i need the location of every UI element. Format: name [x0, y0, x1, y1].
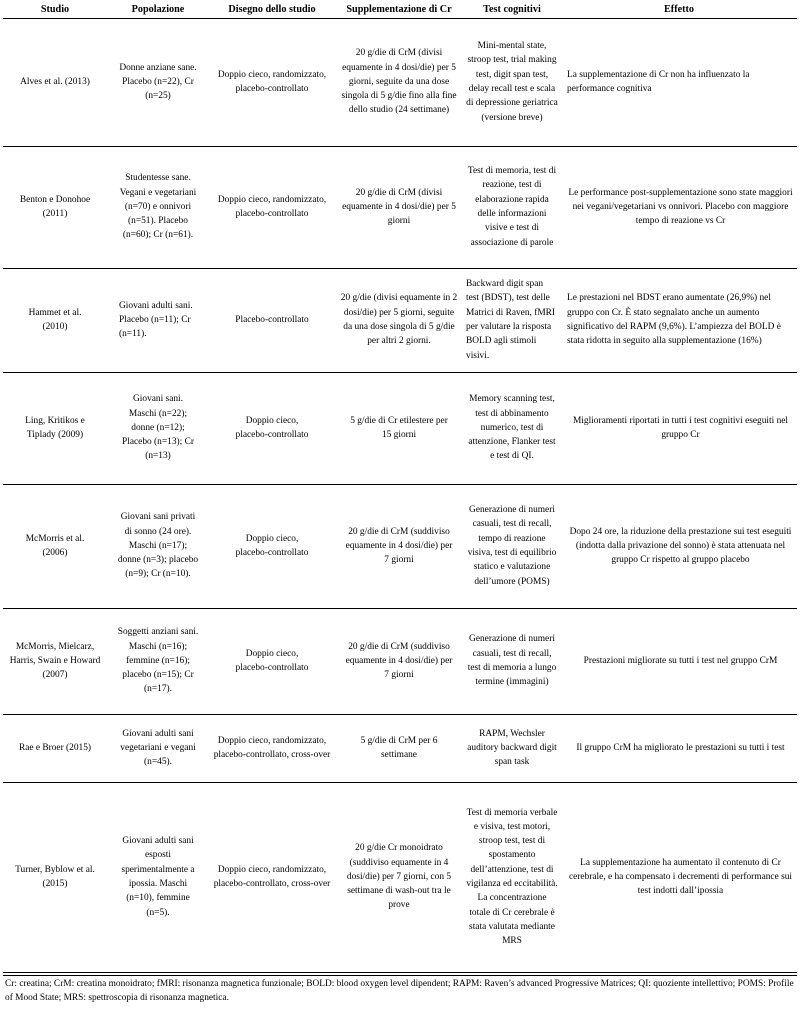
supplementation-cell: 20 g/die di CrM (divisi equamente in 4 dosi/die) per 5 giorni, seguite da una dose singola di 5 g/die fino alla fine dello studio (24 settimane): [335, 18, 463, 146]
study-cell: Turner, Byblow et al. (2015): [3, 782, 107, 972]
study-cell: McMorris, Mielcarz, Harris, Swain e Howard (2007): [3, 608, 107, 714]
cognitive-tests-cell: Generazione di numeri casuali, test di recall, test di memoria a lungo termine (immagini): [463, 608, 561, 714]
header-supplementation: Supplementazione di Cr: [335, 2, 463, 18]
effect-cell: Le performance post-supplementazione sono state maggiori nei vegani/vegetariani vs onnivori. Placebo con maggiore tempo di reazione vs Cr: [561, 146, 797, 268]
design-cell: Doppio cieco, randomizzato, placebo-controllato: [209, 18, 335, 146]
design-cell: Doppio cieco, placebo-controllato: [209, 608, 335, 714]
header-design: Disegno dello studio: [209, 2, 335, 18]
effect-cell: La supplementazione ha aumentato il contenuto di Cr cerebrale, e ha compensato i decrementi di performance sui test indotti dall’ipossia: [561, 782, 797, 972]
cognitive-tests-cell: Generazione di numeri casuali, test di recall, tempo di reazione visiva, test di equilibrio statico e valutazione dell’umore (POMS): [463, 484, 561, 608]
table-header-row: [3, 2, 797, 18]
effect-cell: Le prestazioni nel BDST erano aumentate (26,9%) nel gruppo con Cr. È stato segnalato anche un aumento significativo del RAPM (9,6%). L’ampiezza del BOLD è stata ridotta in seguito alla supplementazione (16%): [561, 268, 797, 372]
supplementation-cell: 20 g/die (divisi equamente in 2 dosi/die) per 5 giorni, seguite da una dose singola di 5 g/die per altri 2 giorni.: [335, 268, 463, 372]
table-row: [3, 372, 797, 484]
population-cell: Giovani adulti sani. Placebo (n=11); Cr (n=11).: [107, 268, 209, 372]
study-cell: Benton e Donohoe (2011): [3, 146, 107, 268]
table-row: [3, 608, 797, 714]
study-cell: Alves et al. (2013): [3, 18, 107, 146]
header-cognitive-tests: Test cognitivi: [463, 2, 561, 18]
header-study: Studio: [3, 2, 107, 18]
supplementation-cell: 20 g/die di CrM (suddiviso equamente in 4 dosi/die) per 7 giorni: [335, 484, 463, 608]
study-cell: McMorris et al. (2006): [3, 484, 107, 608]
population-cell: Donne anziane sane. Placebo (n=22), Cr (n=25): [107, 18, 209, 146]
cognitive-tests-cell: Backward digit span test (BDST), test delle Matrici di Raven, fMRI per valutare la risposta BOLD agli stimoli visivi.: [463, 268, 561, 372]
study-cell: Ling, Kritikos e Tiplady (2009): [3, 372, 107, 484]
study-cell: Hammet et al. (2010): [3, 268, 107, 372]
effect-cell: Prestazioni migliorate su tutti i test nel gruppo CrM: [561, 608, 797, 714]
cognitive-tests-cell: Test di memoria verbale e visiva, test motori, stroop test, test di spostamento dell’attenzione, test di vigilanza ed eccitabilità. La concentrazione totale di Cr cerebrale è stata valutata mediante MRS: [463, 782, 561, 972]
cognitive-tests-cell: Test di memoria, test di reazione, test di elaborazione rapida delle informazioni visive e test di associazione di parole: [463, 146, 561, 268]
population-cell: Giovani adulti sani vegetariani e vegani (n=45).: [107, 714, 209, 782]
design-cell: Doppio cieco, randomizzato, placebo-controllato, cross-over: [209, 714, 335, 782]
effect-cell: La supplementazione di Cr non ha influenzato la performance cognitiva: [561, 18, 797, 146]
header-population: Popolazione: [107, 2, 209, 18]
design-cell: Doppio cieco, placebo-controllato: [209, 484, 335, 608]
studies-table: [3, 2, 797, 973]
supplementation-cell: 20 g/die Cr monoidrato (suddiviso equamente in 4 dosi/die) per 7 giorni, con 5 settimane di wash-out tra le prove: [335, 782, 463, 972]
supplementation-cell: 5 g/die di CrM per 6 settimane: [335, 714, 463, 782]
supplementation-cell: 20 g/die di CrM (divisi equamente in 4 dosi/die) per 5 giorni: [335, 146, 463, 268]
table-row: [3, 782, 797, 972]
design-cell: Doppio cieco, randomizzato, placebo-controllato: [209, 146, 335, 268]
cognitive-tests-cell: RAPM, Wechsler auditory backward digit span task: [463, 714, 561, 782]
effect-cell: Miglioramenti riportati in tutti i test cognitivi eseguiti nel gruppo Cr: [561, 372, 797, 484]
table-footnote: Cr: creatina; CrM: creatina monoidrato; fMRI: risonanza magnetica funzionale; BOLD: blood oxygen level dipendent; RAPM: Raven’s advanced Progressive Matrices; QI: quoziente intellettivo; POMS: Profile of Mood State; MRS: spettroscopia di risonanza magnetica.: [3, 975, 797, 1005]
table-row: [3, 268, 797, 372]
population-cell: Giovani sani privati di sonno (24 ore). Maschi (n=17); donne (n=3); placebo (n=9); Cr (n=10).: [107, 484, 209, 608]
population-cell: Studentesse sane. Vegani e vegetariani (n=70) e onnivori (n=51). Placebo (n=60); Cr (n=61).: [107, 146, 209, 268]
table-row: [3, 18, 797, 146]
effect-cell: Dopo 24 ore, la riduzione della prestazione sui test eseguiti (indotta dalla privazione del sonno) è stata attenuata nel gruppo Cr rispetto al gruppo placebo: [561, 484, 797, 608]
table-row: [3, 714, 797, 782]
design-cell: Placebo-controllato: [209, 268, 335, 372]
supplementation-cell: 5 g/die di Cr etilestere per 15 giorni: [335, 372, 463, 484]
cognitive-tests-cell: Memory scanning test, test di abbinamento numerico, test di attenzione, Flanker test e test di QI.: [463, 372, 561, 484]
population-cell: Giovani sani. Maschi (n=22); donne (n=12); Placebo (n=13); Cr (n=13): [107, 372, 209, 484]
cognitive-tests-cell: Mini-mental state, stroop test, trial making test, digit span test, delay recall test e scala di depressione geriatrica (versione breve): [463, 18, 561, 146]
table-row: [3, 484, 797, 608]
header-effect: Effetto: [561, 2, 797, 18]
study-cell: Rae e Broer (2015): [3, 714, 107, 782]
design-cell: Doppio cieco, randomizzato, placebo-controllato, cross-over: [209, 782, 335, 972]
table-row: [3, 146, 797, 268]
population-cell: Giovani adulti sani esposti sperimentalmente a ipossia. Maschi (n=10), femmine (n=5).: [107, 782, 209, 972]
design-cell: Doppio cieco, placebo-controllato: [209, 372, 335, 484]
effect-cell: Il gruppo CrM ha migliorato le prestazioni su tutti i test: [561, 714, 797, 782]
population-cell: Soggetti anziani sani. Maschi (n=16); femmine (n=16); placebo (n=15); Cr (n=17).: [107, 608, 209, 714]
supplementation-cell: 20 g/die di CrM (suddiviso equamente in 4 dosi/die) per 7 giorni: [335, 608, 463, 714]
